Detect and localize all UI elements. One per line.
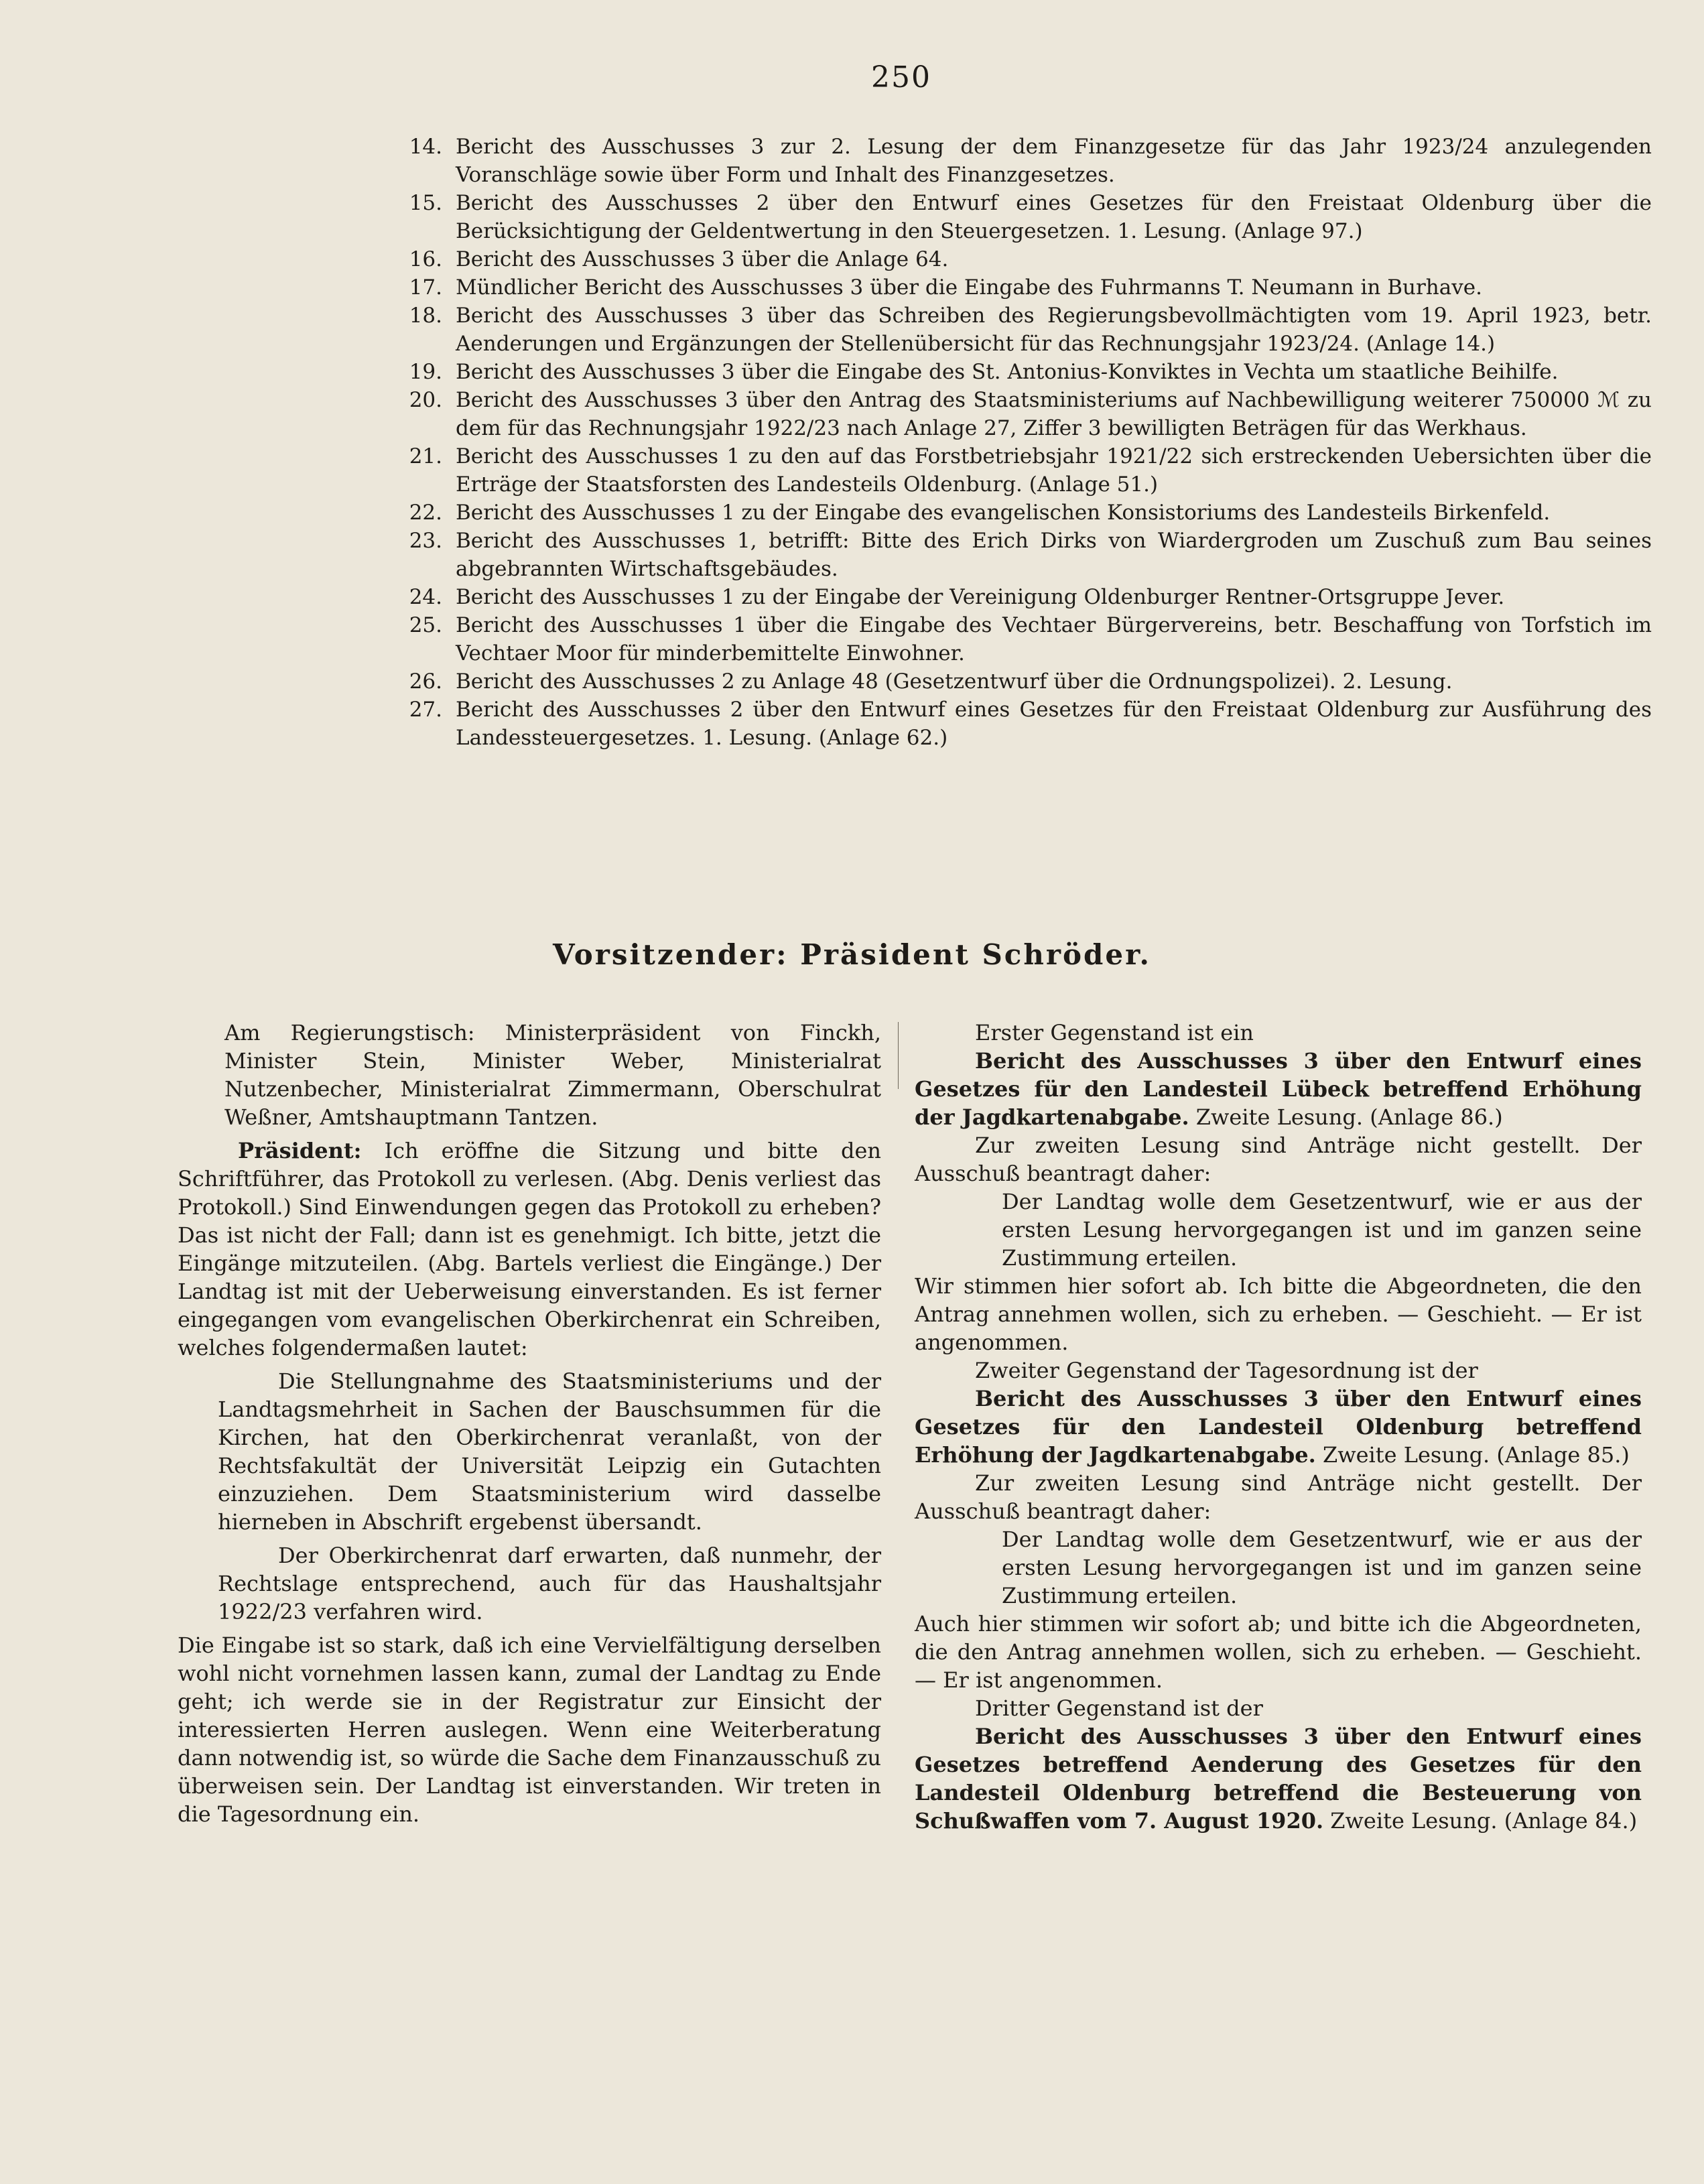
- agenda-item-number: 19.: [409, 360, 442, 384]
- agenda-item-number: 20.: [409, 388, 442, 412]
- first-item-heading: [915, 1047, 1642, 1131]
- agenda-item-number: 15.: [409, 191, 442, 215]
- agenda-item: [375, 527, 1652, 583]
- second-item-heading: [915, 1385, 1642, 1469]
- agenda-item-number: 22.: [409, 501, 442, 525]
- agenda-item-text: Bericht des Ausschusses 3 über die Eingabe des St. Antonius-Konviktes in Vechta um staatliche Beihilfe.: [456, 360, 1559, 384]
- first-item-motion: Der Landtag wolle dem Gesetzentwurf, wie er aus der ersten Lesung hervorgegangen ist und im ganzen seine Zustimmung erteilen.: [1002, 1189, 1642, 1271]
- agenda-item: [375, 583, 1652, 611]
- agenda-item: [375, 696, 1652, 752]
- agenda-item: [375, 667, 1652, 696]
- agenda-item-text: Bericht des Ausschusses 3 zur 2. Lesung der dem Finanzgesetze für das Jahr 1923/24 anzulegenden Voranschläge sowie über Form und Inhalt des Finanzgesetzes.: [456, 135, 1652, 187]
- agenda-item-number: 25.: [409, 613, 442, 637]
- agenda-item-text: Bericht des Ausschusses 1 zu der Eingabe des evangelischen Konsistoriums des Landesteils Birkenfeld.: [456, 501, 1551, 525]
- agenda-item-text: Bericht des Ausschusses 2 über den Entwurf eines Gesetzes für den Freistaat Oldenburg über die Berücksichtigung der Geldentwertung in den Steuergesetzen. 1. Lesung. (Anlage 97.): [456, 191, 1652, 243]
- agenda-item: [375, 302, 1652, 358]
- president-opening-text: Ich eröffne die Sitzung und bitte den Schriftführer, das Protokoll zu verlesen. (Abg. Denis verliest das Protokoll.) Sind Einwendungen gegen das Protokoll zu erheben? Das ist nicht der Fall; dann ist es genehmigt. Ich bitte, jetzt die Eingänge mitzuteilen. (Abg. Bartels verliest die Eingänge.) Der Landtag ist mit der Ueberweisung einverstanden. Es ist ferner eingegangen vom evangelischen Oberkirchenrat ein Schreiben, welches folgendermaßen lautet:: [178, 1138, 882, 1360]
- third-item-title: Bericht des Ausschusses 3 über den Entwurf eines Gesetzes betreffend Aenderung des Gesetzes für den Landesteil Oldenburg betreffend die Besteuerung von Schußwaffen vom 7. August 1920.: [915, 1724, 1642, 1834]
- second-item-motion: Der Landtag wolle dem Gesetzentwurf, wie er aus der ersten Lesung hervorgegangen ist und im ganzen seine Zustimmung erteilen.: [1002, 1527, 1642, 1608]
- agenda-item-text: Bericht des Ausschusses 1, betrifft: Bitte des Erich Dirks von Wiardergroden um Zuschuß zum Bau seines abgebrannten Wirtschaftsgebäudes.: [456, 529, 1652, 581]
- first-item-body: Zur zweiten Lesung sind Anträge nicht gestellt. Der Ausschuß beantragt daher:: [915, 1133, 1642, 1186]
- agenda-item-number: 14.: [409, 135, 442, 159]
- quoted-letter-paragraph-2: Der Oberkirchenrat darf erwarten, daß nunmehr, der Rechtslage entsprechend, auch für das Haushaltsjahr 1922/23 verfahren wird.: [218, 1543, 881, 1624]
- first-item-reading: Zweite Lesung. (Anlage 86.): [1195, 1104, 1503, 1130]
- agenda-item: [375, 442, 1652, 499]
- agenda-item: [375, 499, 1652, 527]
- second-item-title: Bericht des Ausschusses 3 über den Entwurf eines Gesetzes für den Landesteil Oldenburg betreffend Erhöhung der Jagdkartenabgabe.: [915, 1386, 1642, 1468]
- agenda-item-text: Mündlicher Bericht des Ausschusses 3 über die Eingabe des Fuhrmanns T. Neumann in Burhave.: [456, 275, 1482, 300]
- second-item-reading: Zweite Lesung. (Anlage 85.): [1322, 1442, 1630, 1468]
- first-item-vote: Wir stimmen hier sofort ab. Ich bitte die Abgeordneten, die den Antrag annehmen wollen, sich zu erheben. — Geschieht. — Er ist angenommen.: [915, 1273, 1642, 1355]
- right-column: [915, 1019, 1642, 1835]
- third-item-reading: Zweite Lesung. (Anlage 84.): [1330, 1808, 1638, 1834]
- agenda-item: [375, 611, 1652, 667]
- agenda-item-number: 18.: [409, 304, 442, 328]
- agenda-item-text: Bericht des Ausschusses 3 über das Schreiben des Regierungsbevollmächtigten vom 19. April 1923, betr. Aenderungen und Ergänzungen der Stellenübersicht für das Rechnungsjahr 1923/24. (Anlage 14.): [456, 304, 1652, 356]
- agenda-item: [375, 386, 1652, 442]
- agenda-item: [375, 273, 1652, 302]
- session-heading: Vorsitzender: Präsident Schröder.: [552, 938, 1152, 971]
- agenda-item-text: Bericht des Ausschusses 3 über die Anlage 64.: [456, 247, 949, 271]
- quoted-letter-paragraph-1: Die Stellungnahme des Staatsministeriums und der Landtagsmehrheit in Sachen der Bauschsummen für die Kirchen, hat den Oberkirchenrat veranlaßt, von der Rechtsfakultät der Universität Leipzig ein Gutachten einzuziehen. Dem Staatsministerium wird dasselbe hierneben in Abschrift ergebenst übersandt.: [218, 1368, 881, 1535]
- second-item-body: Zur zweiten Lesung sind Anträge nicht gestellt. Der Ausschuß beantragt daher:: [915, 1470, 1642, 1524]
- agenda-item-number: 26.: [409, 669, 442, 694]
- first-item-intro: Erster Gegenstand ist ein: [975, 1020, 1254, 1045]
- agenda-item: [375, 358, 1652, 386]
- second-item-intro: Zweiter Gegenstand der Tagesordnung ist der: [975, 1358, 1478, 1383]
- agenda-item-text: Bericht des Ausschusses 1 zu der Eingabe der Vereinigung Oldenburger Rentner-Ortsgruppe Jever.: [456, 585, 1505, 609]
- agenda-item-number: 16.: [409, 247, 442, 271]
- agenda-list: [375, 133, 1652, 752]
- third-item-heading: [915, 1722, 1642, 1835]
- agenda-item-number: 23.: [409, 529, 442, 553]
- agenda-item-text: Bericht des Ausschusses 2 über den Entwurf eines Gesetzes für den Freistaat Oldenburg zur Ausführung des Landessteuergesetzes. 1. Lesung. (Anlage 62.): [456, 698, 1652, 750]
- agenda-item: [375, 189, 1652, 245]
- third-item-intro: Dritter Gegenstand ist der: [975, 1695, 1263, 1721]
- agenda-item: [375, 133, 1652, 189]
- speaker-label: Präsident:: [238, 1138, 362, 1163]
- second-item-vote: Auch hier stimmen wir sofort ab; und bitte ich die Abgeordneten, die den Antrag annehmen wollen, sich zu erheben. — Geschieht. — Er ist angenommen.: [915, 1611, 1642, 1693]
- agenda-item-number: 21.: [409, 444, 442, 468]
- agenda-item-number: 27.: [409, 698, 442, 722]
- page-number: 250: [871, 60, 931, 94]
- agenda-item-text: Bericht des Ausschusses 2 zu Anlage 48 (Gesetzentwurf über die Ordnungspolizei). 2. Lesung.: [456, 669, 1453, 694]
- left-column: [178, 1019, 881, 1828]
- agenda-item: [375, 245, 1652, 273]
- president-opening-paragraph: [178, 1137, 881, 1362]
- first-item-title: Bericht des Ausschusses 3 über den Entwurf eines Gesetzes für den Landesteil Lübeck betreffend Erhöhung der Jagdkartenabgabe.: [915, 1048, 1642, 1130]
- government-table-attendees: Am Regierungstisch: Ministerpräsident von Finckh, Minister Stein, Minister Weber, Ministerialrat Nutzenbecher, Ministerialrat Zimmermann, Oberschulrat Weßner, Amtshauptmann Tantzen.: [224, 1020, 881, 1130]
- agenda-item-number: 17.: [409, 275, 442, 300]
- agenda-item-text: Bericht des Ausschusses 3 über den Antrag des Staatsministeriums auf Nachbewilligung weiterer 750000 ℳ zu dem für das Rechnungsjahr 1922/23 nach Anlage 27, Ziffer 3 bewilligten Beträgen für das Werkhaus.: [456, 388, 1652, 440]
- president-closing-paragraph: Die Eingabe ist so stark, daß ich eine Vervielfältigung derselben wohl nicht vornehmen lassen kann, zumal der Landtag zu Ende geht; ich werde sie in der Registratur zur Einsicht der interessierten Herren auslegen. Wenn eine Weiterberatung dann notwendig ist, so würde die Sache dem Finanzausschuß zu überweisen sein. Der Landtag ist einverstanden. Wir treten in die Tagesordnung ein.: [178, 1632, 881, 1827]
- column-divider: [898, 1022, 899, 1089]
- agenda-item-text: Bericht des Ausschusses 1 über die Eingabe des Vechtaer Bürgervereins, betr. Beschaffung von Torfstich im Vechtaer Moor für minderbemittelte Einwohner.: [456, 613, 1652, 665]
- agenda-item-text: Bericht des Ausschusses 1 zu den auf das Forstbetriebsjahr 1921/22 sich erstreckenden Uebersichten über die Erträge der Staatsforsten des Landesteils Oldenburg. (Anlage 51.): [456, 444, 1652, 497]
- agenda-item-number: 24.: [409, 585, 442, 609]
